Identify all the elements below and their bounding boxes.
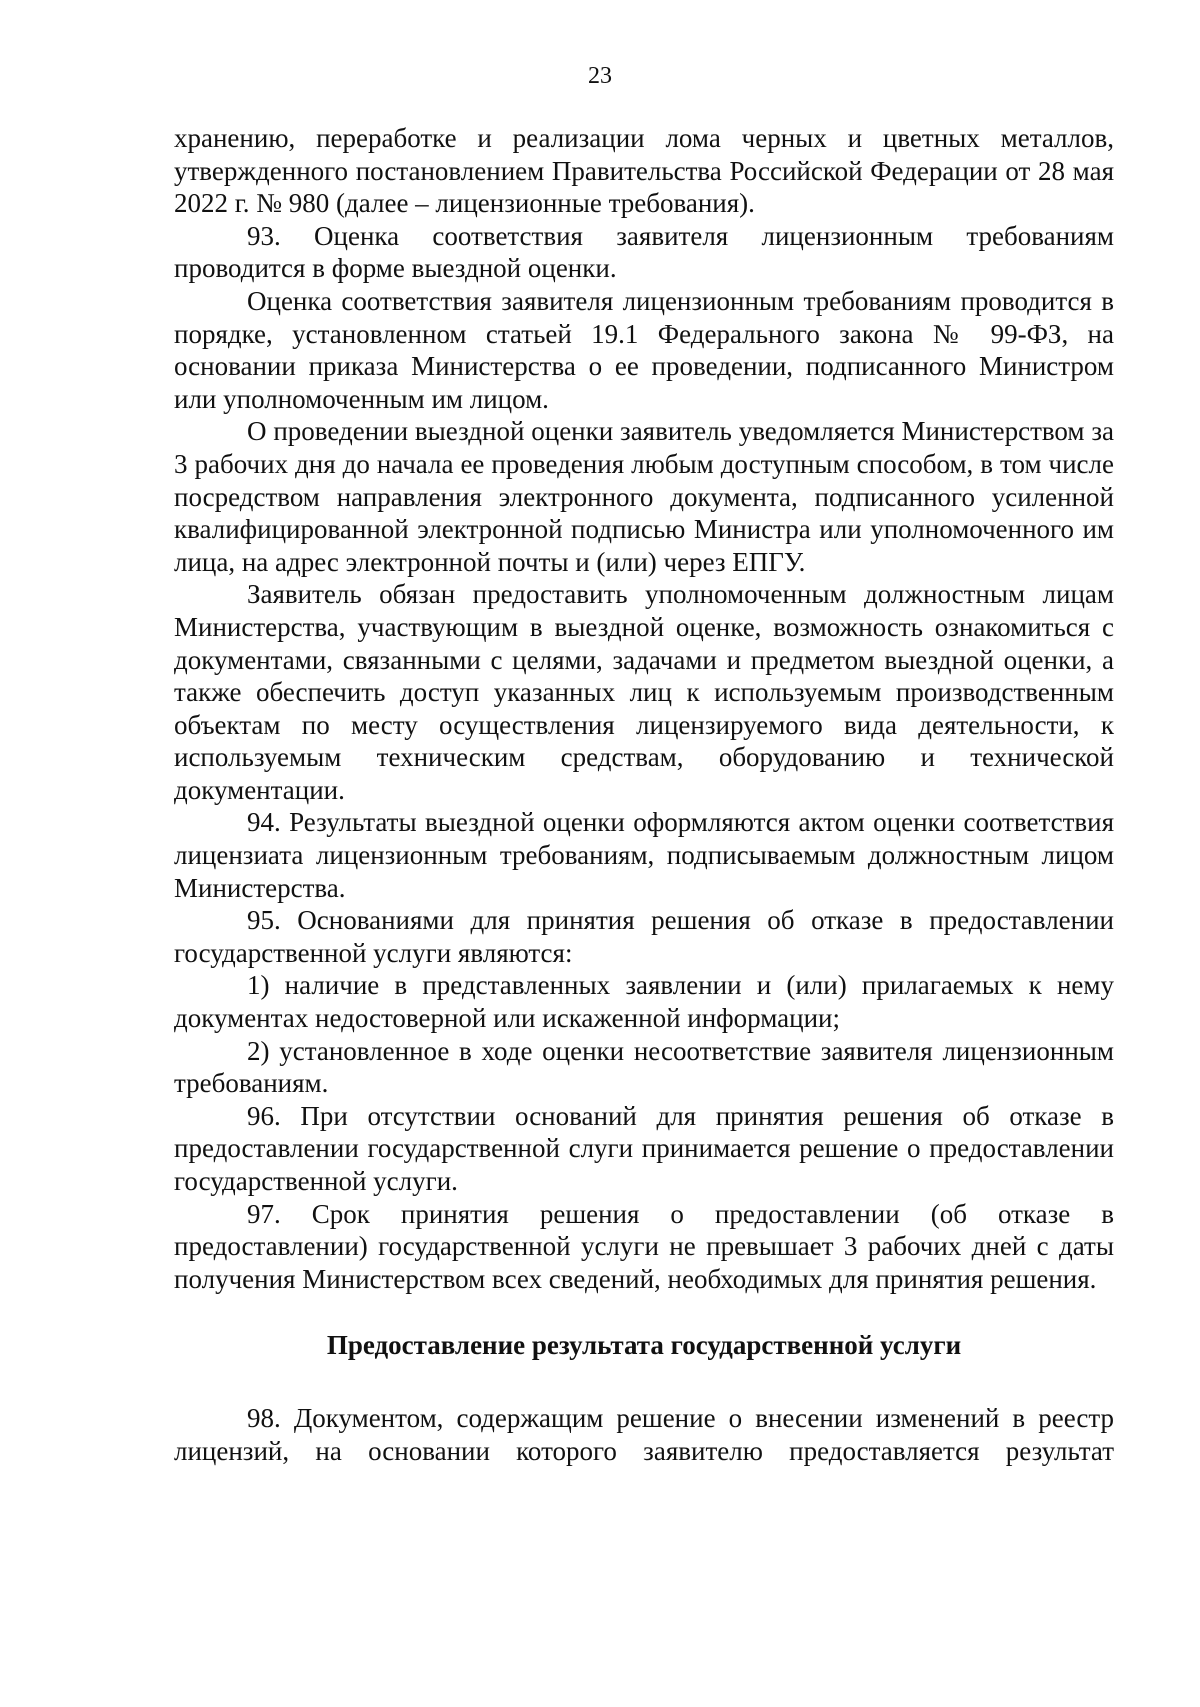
paragraph-94: 94. Результаты выездной оценки оформляются актом оценки соответствия лицензиата лицензионным требованиям, подписываемым должностным лицом Министерства.: [174, 807, 1114, 903]
paragraph-assessment-procedure: Оценка соответствия заявителя лицензионным требованиям проводится в порядке, установленном статьей 19.1 Федерального закона № 99-ФЗ, на основании приказа Министерства о ее проведении, подписанного Министром или уполномоченным им лицом.: [174, 285, 1114, 414]
paragraph-95: 95. Основаниями для принятия решения об отказе в предоставлении государственной услуги являются:: [174, 905, 1114, 968]
paragraph-93: 93. Оценка соответствия заявителя лицензионным требованиям проводится в форме выездной оценки.: [174, 220, 1114, 284]
list-item-2: 2) установленное в ходе оценки несоответствие заявителя лицензионным требованиям.: [174, 1035, 1114, 1099]
list-item-1: 1) наличие в представленных заявлении и (или) прилагаемых к нему документах недостоверной или искаженной информации;: [174, 970, 1114, 1034]
paragraph-notification: О проведении выездной оценки заявитель уведомляется Министерством за 3 рабочих дня до начала ее проведения любым доступным способом, в том числе посредством направления электронного документа, подписанного усиленной квалифицированной электронной подписью Министра или уполномоченного им лица, на адрес электронной почты и (или) через ЕПГУ.: [174, 416, 1114, 577]
paragraph-applicant-obligations: Заявитель обязан предоставить уполномоченным должностным лицам Министерства, участвующим в выездной оценке, возможность ознакомиться с документами, связанными с целями, задачами и предметом выездной оценки, а также обеспечить доступ указанных лиц к используемым производственным объектам по месту осуществления лицензируемого вида деятельности, к используемым техническим средствам, оборудованию и технической документации.: [174, 579, 1114, 805]
section-heading: Предоставление результата государственной услуги: [326, 1330, 962, 1361]
document-body: [174, 122, 1114, 1467]
paragraph-96: 96. При отсутствии оснований для принятия решения об отказе в предоставлении государственной слуги принимается решение о предоставлении государственной услуги.: [174, 1100, 1114, 1196]
paragraph-continuation: хранению, переработке и реализации лома черных и цветных металлов, утвержденного постановлением Правительства Российской Федерации от 28 мая 2022 г. № 980 (далее – лицензионные требования).: [174, 123, 1114, 219]
page-number: 23: [588, 63, 612, 89]
paragraph-98: 98. Документом, содержащим решение о внесении изменений в реестр лицензий, на основании которого заявителю предоставляется результат: [174, 1402, 1114, 1466]
paragraph-97: 97. Срок принятия решения о предоставлении (об отказе в предоставлении) государственной услуги не превышает 3 рабочих дней с даты получения Министерством всех сведений, необходимых для принятия решения.: [174, 1198, 1114, 1294]
